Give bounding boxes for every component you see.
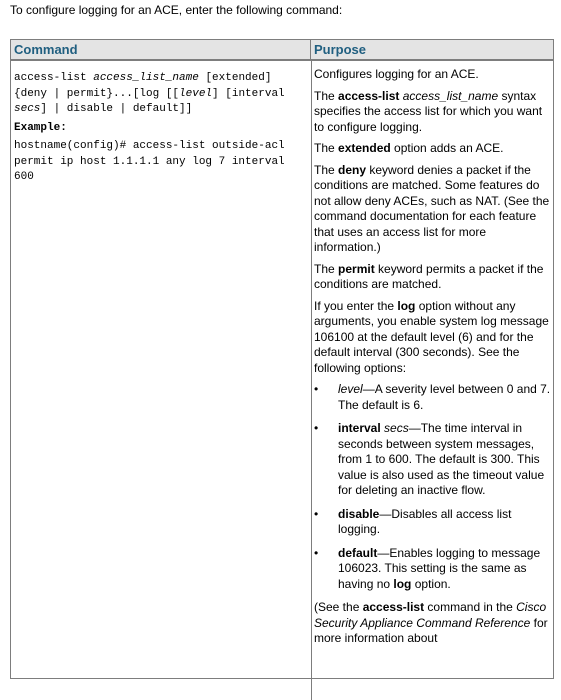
bullet-icon: • bbox=[314, 506, 319, 521]
header-purpose: Purpose bbox=[311, 40, 553, 61]
column-divider bbox=[311, 60, 312, 700]
purpose-cell bbox=[314, 67, 552, 653]
command-table bbox=[10, 39, 554, 679]
bullet-icon: • bbox=[314, 421, 319, 435]
option-interval: • interval secs—The time interval in seconds between system messages, from 1 to 600. The default is 300. This value is also used as the timeout value for deleting an inactive flow. bbox=[314, 421, 545, 497]
bullet-icon: • bbox=[314, 545, 319, 560]
option-default: • default—Enables logging to message 106023. This setting is the same as having no log option. bbox=[314, 545, 541, 591]
intro-text: To configure logging for an ACE, enter the following command: bbox=[10, 3, 343, 17]
purpose-para-2: The access-list access_list_name syntax specifies the access list for which you want to configure logging. bbox=[314, 88, 543, 134]
option-level: • level—A severity level between 0 and 7. The default is 6. bbox=[314, 382, 551, 412]
purpose-para-3: The extended option adds an ACE. bbox=[314, 141, 504, 155]
purpose-para-1: Configures logging for an ACE. bbox=[314, 67, 479, 81]
command-syntax: access-list access_list_name [extended] {deny | permit}...[log [[level] [interval secs] | disable | default]] bbox=[14, 72, 285, 115]
bullet-icon: • bbox=[314, 382, 319, 396]
header-command: Command bbox=[11, 40, 311, 61]
purpose-para-6: If you enter the log option without any arguments, you enable system log message 106100 at the default level (6) and for the default interval (300 seconds). See the following options: bbox=[314, 298, 549, 375]
example-command: hostname(config)# access-list outside-acl permit ip host 1.1.1.1 any log 7 interval 600 bbox=[14, 140, 285, 183]
option-disable: • disable—Disables all access list logging. bbox=[314, 506, 512, 536]
options-list bbox=[314, 382, 552, 592]
example-label: Example: bbox=[14, 121, 67, 134]
purpose-para-5: The permit keyword permits a packet if the conditions are matched. bbox=[314, 261, 544, 291]
purpose-para-4: The deny keyword denies a packet if the conditions are matched. Some features do not allow deny ACEs, such as NAT. (See the command documentation for each feature that uses an access list for more information.) bbox=[314, 162, 550, 254]
command-cell bbox=[14, 71, 309, 186]
purpose-para-7: (See the access-list command in the Cisco Security Appliance Command Reference for more information about bbox=[314, 600, 548, 645]
